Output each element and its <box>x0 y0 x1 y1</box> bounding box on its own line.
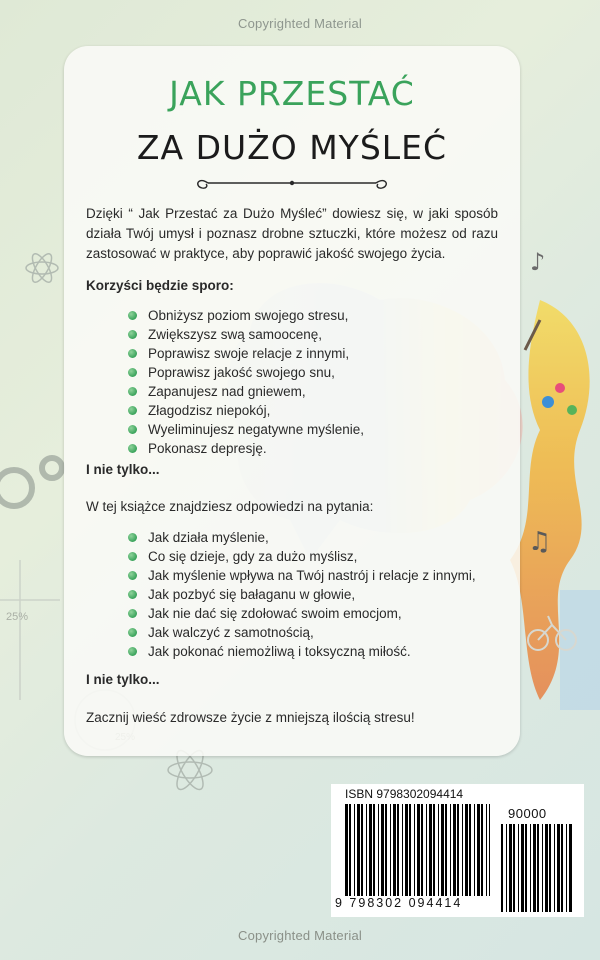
benefits-item-text: Zwiększysz swą samoocenę, <box>148 327 323 342</box>
intro-paragraph: Dzięki “ Jak Przestać za Dużo Myśleć” dowiesz się, w jaki sposób działa Twój umysł i poznasz drobne sztuczki, które możesz od razu zastosować w praktyce, aby poprawić jakość swojego życia. <box>86 206 498 261</box>
questions-item <box>128 604 508 623</box>
benefits-item-text: Złagodzisz niepokój, <box>148 403 271 418</box>
questions-item-text: Jak pozbyć się bałaganu w głowie, <box>148 587 356 602</box>
benefits-list <box>128 306 508 458</box>
bullet-icon <box>128 552 137 561</box>
questions-item-text: Jak myślenie wpływa na Twój nastrój i relacje z innymi, <box>148 568 476 583</box>
gear-icon <box>0 458 62 506</box>
benefits-item-text: Poprawisz jakość swojego snu, <box>148 365 335 380</box>
benefits-item-text: Pokonasz depresję. <box>148 441 267 456</box>
atom-icon <box>26 251 58 285</box>
bullet-icon <box>128 590 137 599</box>
bullet-icon <box>128 349 137 358</box>
benefits-item <box>128 382 508 401</box>
questions-item-text: Co się dzieje, gdy za dużo myślisz, <box>148 549 358 564</box>
bullet-icon <box>128 571 137 580</box>
isbn-barcode-box <box>331 784 584 917</box>
bullet-icon <box>128 628 137 637</box>
benefits-item-text: Poprawisz swoje relacje z innymi, <box>148 346 350 361</box>
bullet-icon <box>128 330 137 339</box>
bullet-icon <box>128 647 137 656</box>
price-code: 90000 <box>508 806 547 821</box>
isbn-label: ISBN 9798302094414 <box>345 787 464 801</box>
benefits-heading: Korzyści będzie sporo: <box>86 278 234 293</box>
questions-item-text: Jak pokonać niemożliwą i toksyczną miłość. <box>148 644 411 659</box>
questions-item-text: Jak nie dać się zdołować swoim emocjom, <box>148 606 402 621</box>
and-more-2: I nie tylko... <box>86 672 160 687</box>
bullet-icon <box>128 387 137 396</box>
benefits-item-text: Zapanujesz nad gniewem, <box>148 384 306 399</box>
music-note-icon: ♪ <box>530 248 546 276</box>
and-more-1: I nie tylko... <box>86 462 160 477</box>
title-line-1: JAK PRZESTAĆ <box>169 74 415 113</box>
bullet-icon <box>128 311 137 320</box>
benefits-item-text: Wyeliminujesz negatywne myślenie, <box>148 422 364 437</box>
music-note-icon: ♫ <box>528 527 552 557</box>
questions-item <box>128 585 508 604</box>
questions-list <box>128 528 508 661</box>
closing-line: Zacznij wieść zdrowsze życie z mniejszą ilością stresu! <box>86 710 415 725</box>
questions-item <box>128 528 508 547</box>
questions-item-text: Jak działa myślenie, <box>148 530 269 545</box>
questions-item <box>128 623 508 642</box>
bullet-icon <box>128 444 137 453</box>
benefits-item-text: Obniżysz poziom swojego stresu, <box>148 308 349 323</box>
questions-item <box>128 566 508 585</box>
benefits-item <box>128 401 508 420</box>
benefits-item <box>128 344 508 363</box>
benefits-item <box>128 363 508 382</box>
copyright-watermark: Copyrighted Material <box>238 16 362 31</box>
benefits-item <box>128 420 508 439</box>
title-line-2: ZA DUŻO MYŚLEĆ <box>136 128 448 167</box>
bullet-icon <box>128 368 137 377</box>
barcode-bars-icon <box>345 804 490 896</box>
questions-item-text: Jak walczyć z samotnością, <box>148 625 314 640</box>
back-cover-panel <box>64 46 520 756</box>
gauge-label: 25% <box>6 611 29 623</box>
benefits-item <box>128 325 508 344</box>
barcode-digits: 9 798302 094414 <box>335 896 463 910</box>
bullet-icon <box>128 533 137 542</box>
questions-heading: W tej książce znajdziesz odpowiedzi na pytania: <box>86 499 374 514</box>
price-barcode-bars-icon <box>501 824 573 912</box>
benefits-item <box>128 439 508 458</box>
bullet-icon <box>128 406 137 415</box>
questions-item <box>128 547 508 566</box>
copyright-watermark-bottom: Copyrighted Material <box>238 928 362 943</box>
bullet-icon <box>128 425 137 434</box>
questions-item <box>128 642 508 661</box>
bullet-icon <box>128 609 137 618</box>
ornament-divider-icon <box>192 174 392 192</box>
benefits-item <box>128 306 508 325</box>
